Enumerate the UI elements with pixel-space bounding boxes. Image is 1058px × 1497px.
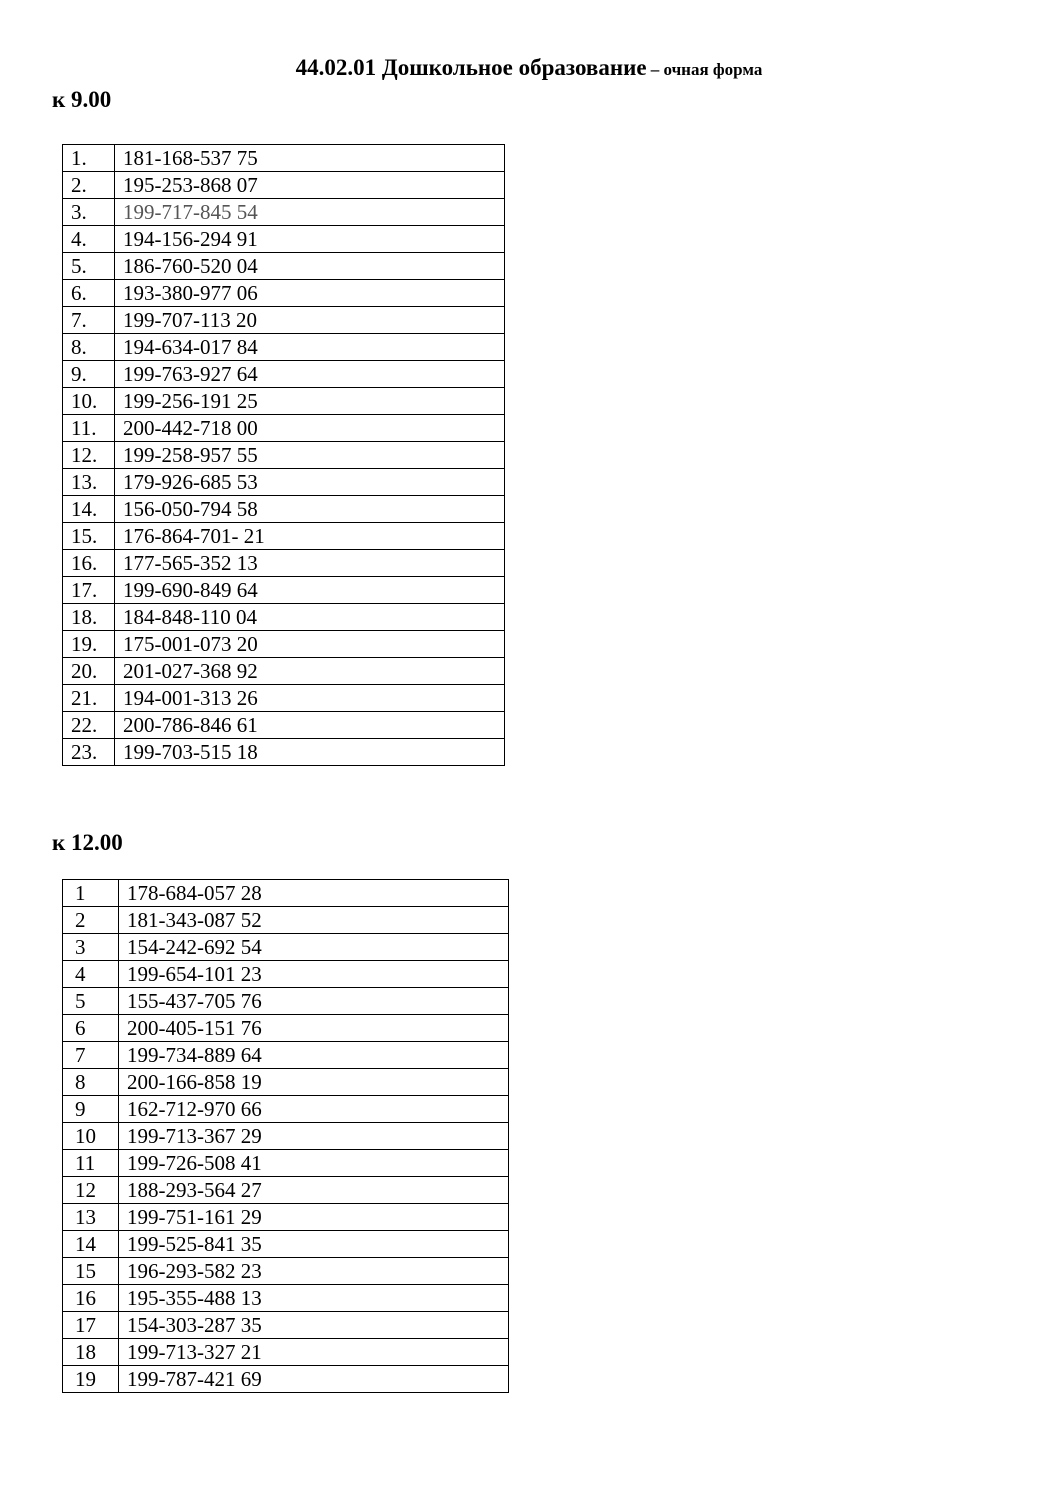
table-row [63,631,505,658]
row-number: 7 [63,1042,119,1069]
row-number: 6 [63,1015,119,1042]
snils-code: 193-380-977 06 [115,280,505,307]
table-row [63,739,505,766]
list-table-body [63,145,505,766]
table-row [63,415,505,442]
row-number: 19. [63,631,115,658]
row-number: 12. [63,442,115,469]
table-row [63,685,505,712]
section-heading-9: к 9.00 [52,87,112,112]
table-row [63,1015,509,1042]
title-subtitle: – очная форма [646,60,763,79]
row-number: 2. [63,172,115,199]
snils-code: 176-864-701- 21 [115,523,505,550]
row-number: 3. [63,199,115,226]
table-row [63,604,505,631]
table-row [63,1150,509,1177]
table-row [63,145,505,172]
snils-code: 199-690-849 64 [115,577,505,604]
snils-code: 194-001-313 26 [115,685,505,712]
table-row [63,1258,509,1285]
table-row [63,658,505,685]
snils-code: 195-355-488 13 [119,1285,509,1312]
table-row [63,988,509,1015]
row-number: 14 [63,1231,119,1258]
snils-code: 162-712-970 66 [119,1096,509,1123]
snils-code: 154-242-692 54 [119,934,509,961]
snils-code: 199-726-508 41 [119,1150,509,1177]
row-number: 6. [63,280,115,307]
row-number: 22. [63,712,115,739]
snils-code: 177-565-352 13 [115,550,505,577]
row-number: 5. [63,253,115,280]
row-number: 14. [63,496,115,523]
snils-code: 178-684-057 28 [119,880,509,907]
snils-code: 199-654-101 23 [119,961,509,988]
snils-code: 196-293-582 23 [119,1258,509,1285]
table-row [63,1231,509,1258]
row-number: 23. [63,739,115,766]
table-row [63,1096,509,1123]
table-row [63,1204,509,1231]
snils-code: 201-027-368 92 [115,658,505,685]
table-row [63,1285,509,1312]
table-row [63,280,505,307]
row-number: 11. [63,415,115,442]
snils-code: 179-926-685 53 [115,469,505,496]
snils-code: 199-525-841 35 [119,1231,509,1258]
row-number: 13. [63,469,115,496]
table-row [63,199,505,226]
snils-code: 188-293-564 27 [119,1177,509,1204]
row-number: 7. [63,307,115,334]
row-number: 3 [63,934,119,961]
row-number: 17 [63,1312,119,1339]
snils-code: 200-166-858 19 [119,1069,509,1096]
row-number: 8. [63,334,115,361]
table-row [63,442,505,469]
table-row [63,907,509,934]
table-row [63,880,509,907]
snils-code: 200-442-718 00 [115,415,505,442]
page-title [0,54,1058,84]
snils-code: 199-734-889 64 [119,1042,509,1069]
snils-code: 199-713-367 29 [119,1123,509,1150]
table-row [63,1312,509,1339]
table-row [63,1042,509,1069]
row-number: 4 [63,961,119,988]
row-number: 1 [63,880,119,907]
table-row [63,934,509,961]
table-row [63,469,505,496]
table-row [63,550,505,577]
table-row [63,253,505,280]
snils-code: 175-001-073 20 [115,631,505,658]
row-number: 20. [63,658,115,685]
row-number: 16 [63,1285,119,1312]
list-table-12 [62,879,509,1393]
row-number: 13 [63,1204,119,1231]
snils-code: 199-787-421 69 [119,1366,509,1393]
title-main: 44.02.01 Дошкольное образование [295,55,647,80]
snils-code: 155-437-705 76 [119,988,509,1015]
table-row [63,961,509,988]
snils-code: 199-713-327 21 [119,1339,509,1366]
row-number: 19 [63,1366,119,1393]
snils-code: 186-760-520 04 [115,253,505,280]
snils-code: 200-786-846 61 [115,712,505,739]
snils-code: 194-634-017 84 [115,334,505,361]
snils-code: 181-168-537 75 [115,145,505,172]
section-heading-12: к 12.00 [52,830,123,855]
table-row [63,523,505,550]
row-number: 2 [63,907,119,934]
row-number: 9. [63,361,115,388]
list-table-9 [62,144,505,766]
list-table-body [63,880,509,1393]
row-number: 18 [63,1339,119,1366]
table-row [63,1069,509,1096]
table-row [63,172,505,199]
row-number: 15. [63,523,115,550]
table-row [63,1366,509,1393]
row-number: 10 [63,1123,119,1150]
snils-code: 199-258-957 55 [115,442,505,469]
row-number: 8 [63,1069,119,1096]
snils-code: 199-751-161 29 [119,1204,509,1231]
table-row [63,1339,509,1366]
table-row [63,361,505,388]
table-row [63,334,505,361]
snils-code: 181-343-087 52 [119,907,509,934]
row-number: 9 [63,1096,119,1123]
row-number: 10. [63,388,115,415]
snils-code: 199-763-927 64 [115,361,505,388]
table-row [63,388,505,415]
snils-code: 184-848-110 04 [115,604,505,631]
table-row [63,226,505,253]
snils-code: 194-156-294 91 [115,226,505,253]
row-number: 12 [63,1177,119,1204]
snils-code: 156-050-794 58 [115,496,505,523]
row-number: 5 [63,988,119,1015]
snils-code: 200-405-151 76 [119,1015,509,1042]
snils-code: 199-256-191 25 [115,388,505,415]
row-number: 15 [63,1258,119,1285]
table-row [63,577,505,604]
table-row [63,712,505,739]
snils-code: 199-707-113 20 [115,307,505,334]
row-number: 16. [63,550,115,577]
table-row [63,1123,509,1150]
snils-code: 199-717-845 54 [115,199,505,226]
snils-code: 154-303-287 35 [119,1312,509,1339]
row-number: 21. [63,685,115,712]
snils-code: 195-253-868 07 [115,172,505,199]
row-number: 4. [63,226,115,253]
row-number: 17. [63,577,115,604]
row-number: 11 [63,1150,119,1177]
row-number: 1. [63,145,115,172]
row-number: 18. [63,604,115,631]
table-row [63,496,505,523]
table-row [63,1177,509,1204]
table-row [63,307,505,334]
snils-code: 199-703-515 18 [115,739,505,766]
